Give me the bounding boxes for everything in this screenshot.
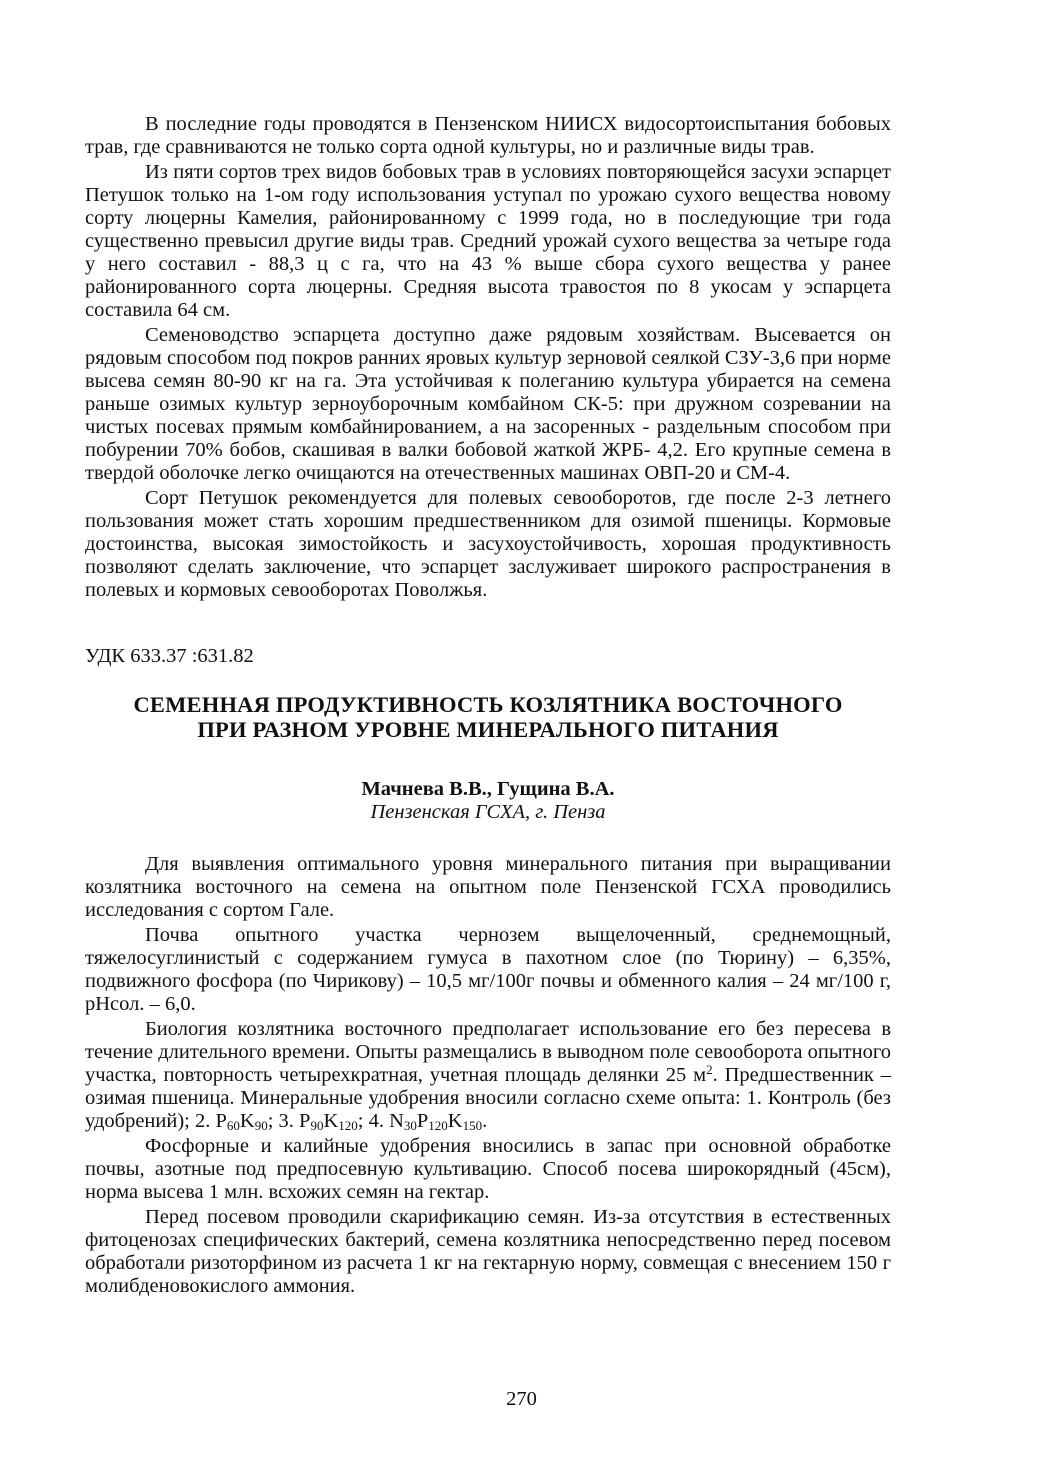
biology-text-b: . Предшественник – озимая пшеница. Минеральные удобрения вносили согласно схеме опыта: 1. Контроль (без удобрений); 2. P <box>85 1064 892 1132</box>
paragraph-intro: Для выявления оптимального уровня минерального питания при выращивании козлятника восточного на семена на опытном поле Пензенской ГСХА проводились исследования с сортом Гале. <box>85 853 891 921</box>
scheme-sep-3: ; 3. P <box>267 1110 311 1132</box>
biology-end: . <box>482 1110 488 1132</box>
affiliation: Пензенская ГСХА, г. Пенза <box>370 801 606 823</box>
scheme3-k-dose: 120 <box>338 1118 358 1133</box>
paragraph-fertilizer: Фосфорные и калийные удобрения вносились в запас при основной обработке почвы, азотные под предпосевную культивацию. Способ посева широкорядный (45см), норма высева 1 млн. всхожих семян на гектар. <box>85 1135 891 1203</box>
authors: Мачнева В.В., Гущина В.А. <box>361 778 615 800</box>
title-line-2: ПРИ РАЗНОМ УРОВНЕ МИНЕРАЛЬНОГО ПИТАНИЯ <box>197 717 779 742</box>
page-number: 270 <box>506 1388 537 1410</box>
scheme4-k-dose: 150 <box>462 1118 483 1133</box>
scheme2-k-dose: 90 <box>254 1118 268 1133</box>
scheme4-p-dose: 120 <box>428 1118 448 1133</box>
biology-text-a: Биология козлятника восточного предполагает использование его без пересева в течение длительного времени. Опыты размещались в выводном поле севооборота опытного участка, повторность четырехкратная, учетная площадь делянки 25 м <box>85 1018 891 1086</box>
scheme2-k-letter: K <box>239 1110 255 1132</box>
area-exponent: 2 <box>706 1062 713 1077</box>
paragraph-soil: Почва опытного участка чернозем выщелоченный, среднемощный, тяжелосуглинистый с содержанием гумуса в пахотном слое (по Тюрину) – 6,35%, подвижного фосфора (по Чирикову) – 10,5 мг/100г почвы и обменного калия – 24 мг/100 г, pHсол. – 6,0. <box>85 924 891 1015</box>
scheme3-p-dose: 90 <box>310 1118 324 1133</box>
paragraph-seeding: Перед посевом проводили скарификацию семян. Из-за отсутствия в естественных фитоценозах специфических бактерий, семена козлятника непосредственно перед посевом обработали ризоторфином из расчета 1 кг на гектарную норму, совмещая с внесением 150 г молибденовокислого аммония. <box>85 1206 891 1297</box>
paragraph-prev-2: Из пяти сортов трех видов бобовых трав в условиях повторяющейся засухи эспарцет Петушок только на 1-ом году использования уступал по урожаю сухого вещества новому сорту люцерны Камелия, районированному с 1999 года, но в последующие три года существенно превысил другие виды трав. Средний урожай сухого вещества за четыре года у него составил - 88,3 ц с га, что на 43 % выше сбора сухого вещества у ранее районированного сорта люцерны. Средняя высота травостоя по 8 укосам у эспарцета составила 64 см. <box>85 161 891 321</box>
scheme3-k-letter: K <box>323 1110 339 1132</box>
title-line-1: СЕМЕННАЯ ПРОДУКТИВНОСТЬ КОЗЛЯТНИКА ВОСТОЧНОГО <box>133 692 843 717</box>
scheme2-p-dose: 60 <box>226 1118 240 1133</box>
paragraph-biology <box>85 1018 891 1133</box>
scheme4-p-letter: P <box>416 1110 429 1132</box>
article-title <box>85 692 891 742</box>
udc-code: УДК 633.37 :631.82 <box>85 645 254 667</box>
scheme-sep-4: ; 4. N <box>357 1110 404 1132</box>
paragraph-prev-4: Сорт Петушок рекомендуется для полевых севооборотов, где после 2-3 летнего пользования может стать хорошим предшественником для озимой пшеницы. Кормовые достоинства, высокая зимостойкость и засухоустойчивость, хорошая продуктивность позволяют сделать заключение, что эспарцет заслуживает широкого распространения в полевых и кормовых севооборотах Поволжья. <box>85 487 891 601</box>
scheme4-k-letter: K <box>447 1110 463 1132</box>
paragraph-prev-1: В последние годы проводятся в Пензенском НИИСХ видосортоиспытания бобовых трав, где сравниваются не только сорта одной культуры, но и различные виды трав. <box>85 113 891 158</box>
page-body <box>85 113 891 1298</box>
scheme4-n-dose: 30 <box>403 1118 417 1133</box>
paragraph-prev-3: Семеноводство эспарцета доступно даже рядовым хозяйствам. Высевается он рядовым способом под покров ранних яровых культур зерновой сеялкой СЗУ-3,6 при норме высева семян 80-90 кг на га. Эта устойчивая к полеганию культура убирается на семена раньше озимых культур зерноуборочным комбайном СК-5: при дружном созревании на чистых посевах прямым комбайнированием, а на засоренных - раздельным способом при побурении 70% бобов, скашивая в валки бобовой жаткой ЖРБ- 4,2. Его крупные семена в твердой оболочке легко очищаются на отечественных машинах ОВП-20 и СМ-4. <box>85 324 891 484</box>
